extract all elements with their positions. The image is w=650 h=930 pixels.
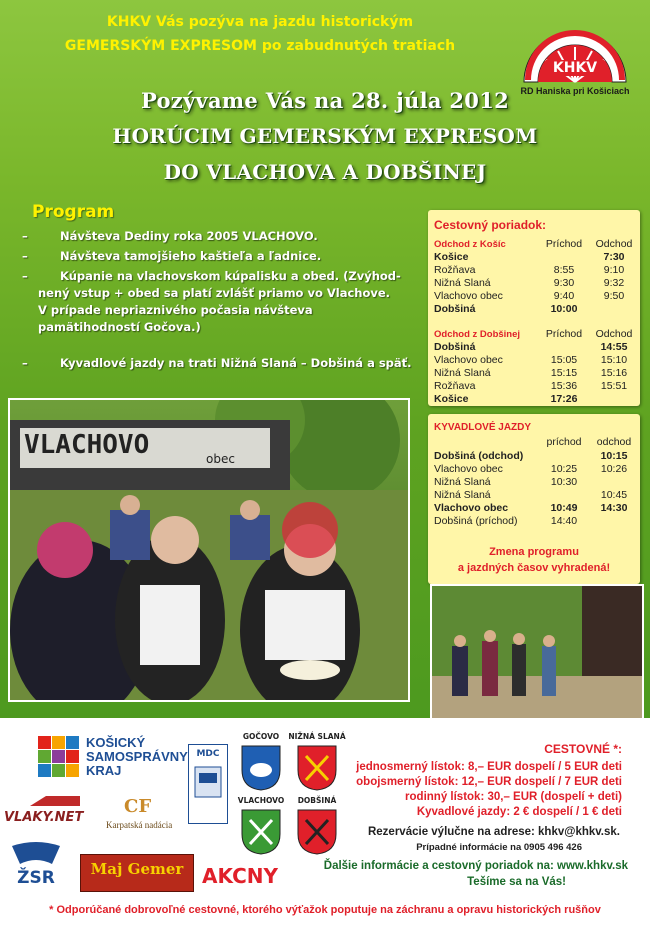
timetable-row: Dobšiná 10:00 <box>434 303 578 315</box>
vlaky-logo <box>4 788 100 828</box>
program-item: – Návšteva tamojšieho kaštieľa a ľadnice. <box>22 249 322 263</box>
footnote: * Odporúčané dobrovoľné cestovné, ktorého výťažok poputuje na záchranu a opravu historických rušňov <box>49 904 601 916</box>
ksk-line-2: SAMOSPRÁVNY <box>86 749 188 764</box>
crest-label-vlachovo: VLACHOVO <box>237 796 285 805</box>
phone-text: Prípadné informácie na 0905 496 426 <box>416 842 582 853</box>
timetable-row: Nižná Slaná 9:30 9:32 <box>434 277 625 289</box>
timetable-title: Cestovný poriadok: <box>434 218 547 232</box>
program-item: – Kúpanie na vlachovskom kúpalisku a obed. (Zvýhod- nený vstup + obed sa platí zvlášť priamo vo Vlachove. V prípade nepriaznivého počasia návšteva pamätihodností Gočova.) <box>22 269 401 334</box>
fare-line: rodinný lístok: 30,– EUR (dospelí + deti) <box>405 791 622 803</box>
main-photo <box>8 398 410 702</box>
shuttle-row: Nižná Slaná 10:45 <box>434 489 628 501</box>
crest-label-nizna: NIŽNÁ SLANÁ <box>288 732 346 741</box>
shuttle-title: KYVADLOVÉ JAZDY <box>434 422 532 433</box>
secondary-photo <box>430 584 644 730</box>
zsr-text: ŽSR <box>17 868 55 888</box>
shuttle-row: Vlachovo obec 10:25 10:26 <box>434 463 628 475</box>
timetable-row: Dobšiná 14:55 <box>434 341 628 353</box>
shuttle-row: Nižná Slaná 10:30 <box>434 476 578 488</box>
fares-list <box>330 760 622 820</box>
gocovo-crest-icon <box>240 744 282 792</box>
timetable-row: Košice 7:30 <box>434 251 625 263</box>
sponsor-section <box>0 718 650 930</box>
shuttle-panel <box>428 414 640 584</box>
vlachovo-crest-icon <box>240 808 282 856</box>
shuttle-note-2: a jazdných časov vyhradená! <box>457 562 611 574</box>
akcny-text: AKCNY <box>202 864 278 888</box>
majgemer-text: Maj Gemer <box>90 860 184 878</box>
station-sign: VLACHOVO <box>24 430 150 460</box>
fare-line: Kyvadlové jazdy: 2 € dospelí / 1 € deti <box>416 806 622 818</box>
ksk-line-1: KOŠICKÝ <box>86 735 146 750</box>
fare-line: jednosmerný lístok: 8,– EUR dospelí / 5 EUR deti <box>356 761 622 773</box>
vlaky-text: VLAKY.NET <box>4 810 84 825</box>
timetable-header: Odchod z Košíc Príchod Odchod <box>434 238 633 250</box>
program-title: Program <box>32 202 115 222</box>
shuttle-row: Vlachovo obec 10:49 14:30 <box>434 502 628 514</box>
timetable-row: Košice 17:26 <box>434 393 578 405</box>
shuttle-header: príchod odchod <box>546 436 632 448</box>
ksk-logo <box>38 736 188 796</box>
logo-caption: RD Haniska pri Košiciach <box>520 86 630 96</box>
program-item: – Kyvadlové jazdy na trati Nižná Slaná – Dobšiná a späť. <box>22 356 412 370</box>
reservation-text: Rezervácie výlučne na adrese: khkv@khkv.sk. <box>367 826 620 838</box>
program-item: – Návšteva Dediny roka 2005 VLACHOVO. <box>22 229 318 243</box>
mdc-label: MDC <box>196 749 220 759</box>
intro-line-2: GEMERSKÝM EXPRESOM po zabudnutých tratiach <box>64 38 456 54</box>
welcome-text: Tešíme sa na Vás! <box>467 876 566 888</box>
shuttle-row: Dobšiná (odchod) 10:15 <box>434 450 628 462</box>
intro-line-1: KHKV Vás pozýva na jazdu historickým <box>106 14 414 30</box>
timetable-header: Odchod z Dobšinej Príchod Odchod <box>434 328 633 340</box>
headline-line-2: HORÚCIM GEMERSKÝM EXPRESOM <box>112 124 538 148</box>
shuttle-note-1: Zmena programu <box>489 546 579 558</box>
mdc-logo <box>188 744 228 824</box>
timetable-row: Rožňava 8:55 9:10 <box>434 264 625 276</box>
headline-line-3: DO VLACHOVA A DOBŠINEJ <box>163 160 487 184</box>
fares-title: CESTOVNÉ *: <box>544 742 622 756</box>
logo-text: KHKV <box>552 60 598 76</box>
shuttle-row: Dobšiná (príchod) 14:40 <box>434 515 578 527</box>
crest-label-gocovo: GOČOVO <box>242 732 280 741</box>
karpatska-text: Karpatská nadácia <box>106 820 173 830</box>
karpatska-logo: CF Karpatská nadácia <box>106 796 173 830</box>
timetable-panel <box>428 210 640 406</box>
timetable-row: Nižná Slaná 15:15 15:16 <box>434 367 628 379</box>
timetable-row: Vlachovo obec 9:40 9:50 <box>434 290 625 302</box>
more-info-text: Ďalšie informácie a cestovný poriadok na: www.khkv.sk <box>323 860 628 872</box>
timetable-row: Vlachovo obec 15:05 15:10 <box>434 354 628 366</box>
headline-line-1: Pozývame Vás na 28. júla 2012 <box>140 88 510 113</box>
fare-line: obojsmerný lístok: 12,– EUR dospelí / 7 EUR deti <box>356 776 622 788</box>
ksk-line-3: KRAJ <box>86 763 122 778</box>
station-sign-small: obec <box>206 452 235 466</box>
crest-label-dobsina: DOBŠINÁ <box>297 796 337 805</box>
majgemer-logo <box>80 854 194 892</box>
zsr-logo <box>6 842 70 892</box>
timetable-row: Rožňava 15:36 15:51 <box>434 380 628 392</box>
